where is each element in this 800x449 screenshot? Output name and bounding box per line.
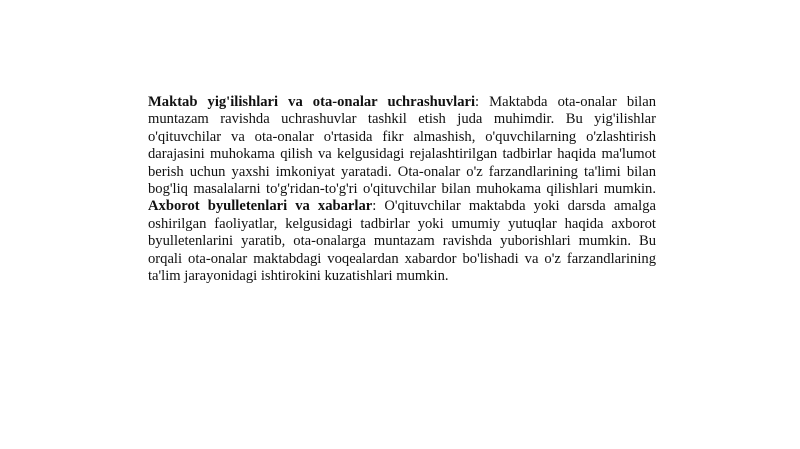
- separator-colon-1: :: [475, 94, 490, 110]
- heading-school-meetings: Maktab yig'ilishlari va ota-onalar uchrashuvlari: [148, 94, 476, 110]
- body-newsletters: O'qituvchilar maktabda yoki darsda amalga oshirilgan faoliyatlar, kelgusidagi tadbirlar yoki umumiy yutuqlar haqida axborot byulletenlarini yaratib, ota-onalarga muntazam ravishda yuborishlari mumkin. Bu orqali ota-onalar maktabdagi voqealardan xabardor bo'lishadi va o'z farzandlarining ta'lim jarayonidagi ishtirokini kuzatishlari mumkin.: [148, 198, 656, 285]
- body-school-meetings: Maktabda ota-onalar bilan muntazam ravishda uchrashuvlar tashkil etish juda muhimdir. Bu yig'ilishlar o'qituvchilar va ota-onalar o'rtasida fikr almashish, o'quvchilarning o'zlashtirish darajasini muhokama qilish va kelgusidagi rejalashtirilgan tadbirlar haqida ma'lumot berish uchun yaxshi imkoniyat yaratadi. Ota-onalar o'z farzandlarining ta'limi bilan bog'liq masalalarni to'g'ridan-to'g'ri o'qituvchilar bilan muhokama qilishlari mumkin.: [148, 94, 656, 198]
- text-paragraph: [148, 94, 656, 285]
- separator-colon-2: :: [372, 198, 385, 215]
- heading-newsletters: Axborot byulletenlari va xabarlar: [148, 198, 373, 215]
